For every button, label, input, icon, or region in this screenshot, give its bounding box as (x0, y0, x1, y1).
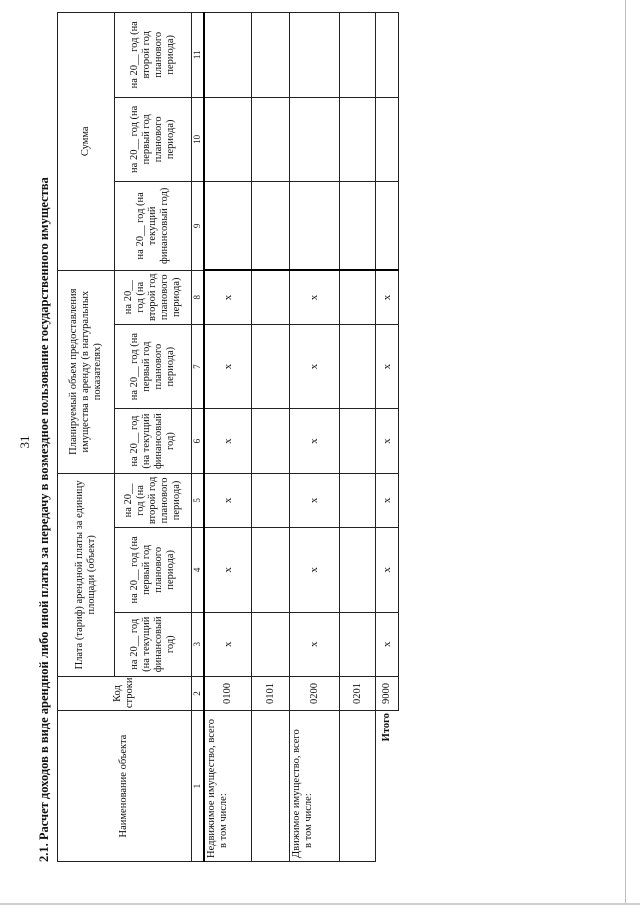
row-subname: в том числе: (217, 793, 229, 848)
row-name-cell (290, 711, 340, 862)
row-cell (375, 97, 398, 181)
row-name: Движимое имущество, всего (291, 729, 303, 858)
column-number: 3 (191, 612, 203, 676)
row-cell: x (204, 270, 252, 324)
page-number: 31 (17, 435, 32, 449)
header-volume-first: на 20__ год (на первый год планового периода) (114, 324, 191, 408)
row-cell (252, 13, 290, 98)
row-cell (340, 13, 376, 98)
row-cell (340, 409, 376, 473)
column-number: 8 (191, 270, 203, 324)
column-number: 5 (191, 473, 203, 527)
row-name-cell (252, 711, 290, 862)
header-sum-current: на 20__ год (на текущий финансовый год) (114, 182, 191, 271)
scan-edge (625, 0, 626, 905)
row-cell: x (375, 324, 398, 408)
row-cell: x (204, 612, 252, 676)
row-cell (252, 473, 290, 527)
header-volume-group: Планируемый объем предоставления имущества в аренду (в натуральных показателях) (58, 270, 115, 473)
row-cell (340, 324, 376, 408)
row-cell (340, 528, 376, 612)
column-number: 10 (191, 97, 203, 181)
row-cell (252, 182, 290, 271)
column-number: 2 (191, 676, 203, 710)
header-sum-group: Сумма (58, 13, 115, 271)
row-cell (252, 324, 290, 408)
section-title: 2.1. Расчет доходов в виде арендной либо иной платы за передачу в возмездное пользование государственного имущества (37, 177, 51, 862)
header-rent-current: на 20__ год (на текущий финансовый год) (114, 612, 191, 676)
row-code: 9000 (375, 676, 398, 710)
header-row-1 (58, 13, 115, 862)
row-cell (340, 97, 376, 181)
column-number: 11 (191, 13, 203, 98)
column-number: 1 (191, 711, 203, 862)
row-cell: x (375, 528, 398, 612)
header-row-code: Код строки (58, 676, 192, 710)
column-number-row (191, 13, 203, 862)
row-code: 0200 (290, 676, 340, 710)
row-cell (252, 97, 290, 181)
table-row (290, 13, 340, 862)
table-row (252, 13, 290, 862)
row-cell (340, 270, 376, 324)
row-code: 0201 (340, 676, 376, 710)
row-cell (204, 182, 252, 271)
row-cell: x (375, 409, 398, 473)
row-cell (290, 97, 340, 181)
row-cell (252, 270, 290, 324)
row-cell: x (290, 409, 340, 473)
row-cell: x (290, 612, 340, 676)
header-object-name: Наименование объекта (58, 711, 192, 862)
row-cell (340, 473, 376, 527)
row-cell (290, 13, 340, 98)
row-cell: x (375, 612, 398, 676)
row-cell (340, 182, 376, 271)
column-number: 4 (191, 528, 203, 612)
row-cell: x (290, 324, 340, 408)
rotated-content (17, 12, 399, 862)
row-name: Недвижимое имущество, всего (205, 718, 217, 858)
row-cell (290, 182, 340, 271)
column-number: 9 (191, 182, 203, 271)
row-cell (252, 528, 290, 612)
income-table (57, 12, 399, 862)
row-cell (252, 612, 290, 676)
row-code: 0101 (252, 676, 290, 710)
row-cell: x (290, 528, 340, 612)
row-code: 0100 (204, 676, 252, 710)
row-cell: x (204, 473, 252, 527)
row-cell: x (290, 270, 340, 324)
row-cell: x (204, 324, 252, 408)
row-cell: x (375, 270, 398, 324)
column-number: 6 (191, 409, 203, 473)
header-sum-second: на 20__ год (на второй год планового периода) (114, 13, 191, 98)
row-cell (375, 182, 398, 271)
row-cell (204, 97, 252, 181)
header-volume-current: на 20__ год (на текущий финансовый год) (114, 409, 191, 473)
row-cell: x (204, 409, 252, 473)
row-cell (252, 409, 290, 473)
row-cell: x (375, 473, 398, 527)
row-cell (340, 612, 376, 676)
row-cell (204, 13, 252, 98)
table-row (204, 13, 252, 862)
row-name-cell (204, 711, 252, 862)
header-sum-first: на 20__ год (на первый год планового периода) (114, 97, 191, 181)
row-cell (375, 13, 398, 98)
row-cell: x (204, 528, 252, 612)
row-cell: x (290, 473, 340, 527)
row-name-cell (340, 711, 376, 862)
table-row (340, 13, 376, 862)
header-rent-second: на 20__ год (на второй год планового периода) (114, 473, 191, 527)
row-subname: в том числе: (303, 793, 315, 848)
total-label: Итого (375, 711, 398, 862)
header-rent-first: на 20__ год (на первый год планового периода) (114, 528, 191, 612)
total-row (375, 13, 398, 862)
header-volume-second: на 20__ год (на второй год планового периода) (114, 270, 191, 324)
column-number: 7 (191, 324, 203, 408)
header-rent-group: Плата (тариф) арендной платы за единицу площади (объект) (58, 473, 115, 676)
